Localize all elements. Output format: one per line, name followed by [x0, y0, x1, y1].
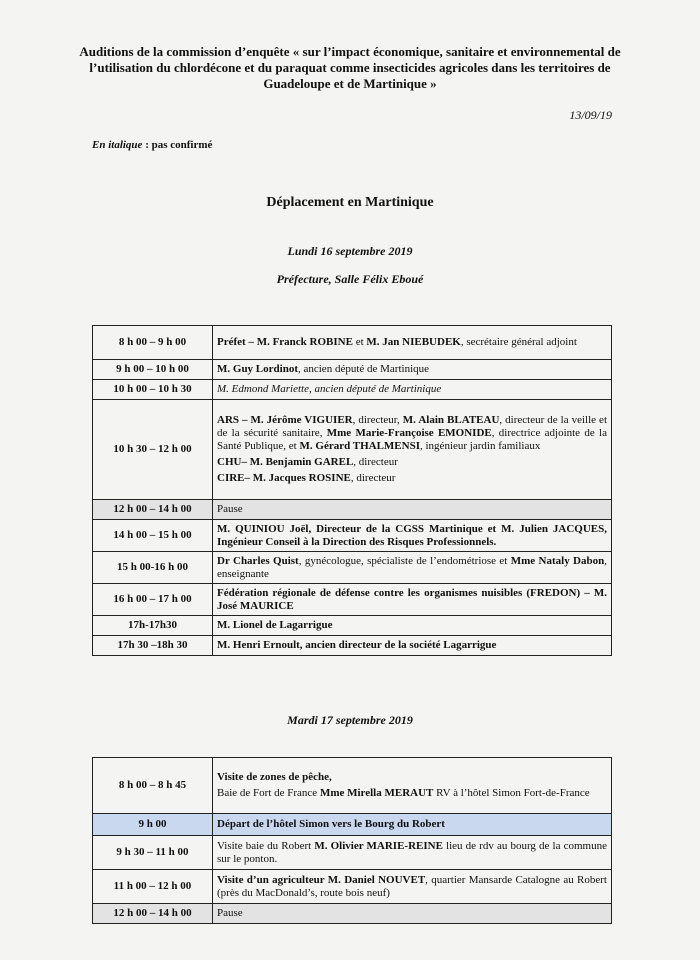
time-cell: 16 h 00 – 17 h 00	[93, 584, 213, 616]
description-cell	[213, 836, 612, 870]
section-heading: Déplacement en Martinique	[266, 195, 434, 210]
name-text: M. Olivier MARIE-REINE	[314, 839, 443, 852]
table-row	[93, 814, 612, 836]
visit-title: Visite de zones de pêche,	[217, 771, 332, 783]
table-row	[93, 758, 612, 814]
description-cell	[213, 758, 612, 814]
description-cell: M. QUINIOU Joël, Directeur de la CGSS Martinique et M. Julien JACQUES, Ingénieur Conseil à la Direction des Risques Professionnels.	[213, 520, 612, 552]
time-cell: 11 h 00 – 12 h 00	[93, 870, 213, 904]
legend-text: : pas confirmé	[142, 139, 213, 151]
time-cell: 10 h 00 – 10 h 30	[93, 380, 213, 400]
table-row	[93, 904, 612, 924]
table-row	[93, 636, 612, 656]
plain-text: Visite baie du Robert	[217, 839, 315, 852]
table-row	[93, 500, 612, 520]
table-row	[93, 400, 612, 500]
table-row	[93, 380, 612, 400]
time-cell: 10 h 30 – 12 h 00	[93, 400, 213, 500]
table-row	[93, 520, 612, 552]
time-cell: 17h-17h30	[93, 616, 213, 636]
plain-text: , ingénieur jardin familiaux	[420, 440, 541, 452]
plain-text: , quartier Mansarde Catalogne au Robert (près du MacDonald’s, route bois neuf)	[217, 873, 607, 899]
plain-text: Baie de Fort de France	[217, 787, 320, 799]
description-cell: Fédération régionale de défense contre les organismes nuisibles (FREDON) – M. José MAURICE	[213, 584, 612, 616]
time-cell: 12 h 00 – 14 h 00	[93, 500, 213, 520]
plain-text: , directeur	[353, 456, 398, 468]
plain-text: , directeur de la veille et de la sécurité sanitaire,	[217, 414, 607, 439]
document-title: Auditions de la commission d’enquête « sur l’impact économique, sanitaire et environnemental de l’utilisation du chlordécone et du paraquat comme insecticides agricoles dans les territoires de Guadeloupe et de Martinique »	[79, 44, 621, 91]
table-row	[93, 360, 612, 380]
plain-text: RV à l’hôtel Simon Fort-de-France	[433, 787, 590, 799]
description-cell: M. Henri Ernoult, ancien directeur de la société Lagarrigue	[213, 636, 612, 656]
name-text: M. Jan NIEBUDEK	[366, 336, 461, 348]
table-row	[93, 584, 612, 616]
plain-text: , directrice adjointe de la Santé Publique, et	[217, 427, 607, 452]
table-row	[93, 870, 612, 904]
plain-text: lieu de rdv au bourg de la commune sur le ponton.	[217, 839, 607, 865]
description-cell: Pause	[213, 500, 612, 520]
description-cell	[213, 400, 612, 500]
table-row	[93, 552, 612, 584]
name-text: CHU– M. Benjamin GAREL	[217, 456, 354, 468]
document-date: 13/09/19	[569, 108, 612, 122]
name-text: Dr Charles Quist	[217, 554, 299, 567]
day1-location: Préfecture, Salle Félix Eboué	[276, 272, 424, 286]
legend-note	[92, 139, 212, 151]
name-text: CIRE– M. Jacques ROSINE	[217, 472, 351, 484]
name-text: Mme Mirella MERAUT	[319, 787, 434, 799]
plain-text: , ancien député de Martinique	[297, 363, 430, 375]
time-cell: 17h 30 –18h 30	[93, 636, 213, 656]
plain-text: , enseignante	[217, 554, 607, 580]
time-cell: 9 h 30 – 11 h 00	[93, 836, 213, 870]
chu-entry	[217, 456, 607, 469]
time-cell: 9 h 00 – 10 h 00	[93, 360, 213, 380]
description-cell: M. Edmond Mariette, ancien député de Martinique	[213, 380, 612, 400]
table-row	[93, 836, 612, 870]
name-text: M. Guy Lordinot	[217, 363, 298, 375]
description-cell	[213, 870, 612, 904]
plain-text: , gynécologue, spécialiste de l’endométriose et	[298, 554, 511, 567]
description-cell: Départ de l’hôtel Simon vers le Bourg du Robert	[213, 814, 612, 836]
day2-date: Mardi 17 septembre 2019	[287, 713, 413, 727]
plain-text: , directeur,	[352, 414, 403, 426]
name-text: M. Alain BLATEAU	[402, 414, 500, 426]
table-row	[93, 326, 612, 360]
ars-entry	[217, 414, 607, 453]
table-row	[93, 616, 612, 636]
plain-text: , directeur	[350, 472, 396, 484]
description-cell	[213, 360, 612, 380]
day2-schedule-table	[92, 757, 612, 924]
name-text: Mme Nataly Dabon	[510, 554, 605, 567]
name-text: Mme Marie-Françoise EMONIDE	[326, 427, 492, 439]
day1-schedule-table	[92, 325, 612, 656]
name-text: Visite d’un agriculteur M. Daniel NOUVET	[217, 873, 426, 886]
description-cell: Pause	[213, 904, 612, 924]
time-cell: 8 h 00 – 8 h 45	[93, 758, 213, 814]
legend-italic-label: En italique	[92, 139, 143, 151]
time-cell: 15 h 00-16 h 00	[93, 552, 213, 584]
name-text: Préfet – M. Franck ROBINE	[217, 336, 353, 348]
day1-date: Lundi 16 septembre 2019	[287, 244, 413, 258]
description-cell	[213, 326, 612, 360]
time-cell: 8 h 00 – 9 h 00	[93, 326, 213, 360]
plain-text: , secrétaire général adjoint	[460, 336, 577, 348]
time-cell: 14 h 00 – 15 h 00	[93, 520, 213, 552]
name-text: M. Gérard THALMENSI	[299, 440, 420, 452]
time-cell: 9 h 00	[93, 814, 213, 836]
description-cell	[213, 552, 612, 584]
cire-entry	[217, 472, 607, 485]
plain-text: et	[352, 336, 367, 348]
description-cell: M. Lionel de Lagarrigue	[213, 616, 612, 636]
time-cell: 12 h 00 – 14 h 00	[93, 904, 213, 924]
name-text: ARS – M. Jérôme VIGUIER	[217, 414, 353, 426]
